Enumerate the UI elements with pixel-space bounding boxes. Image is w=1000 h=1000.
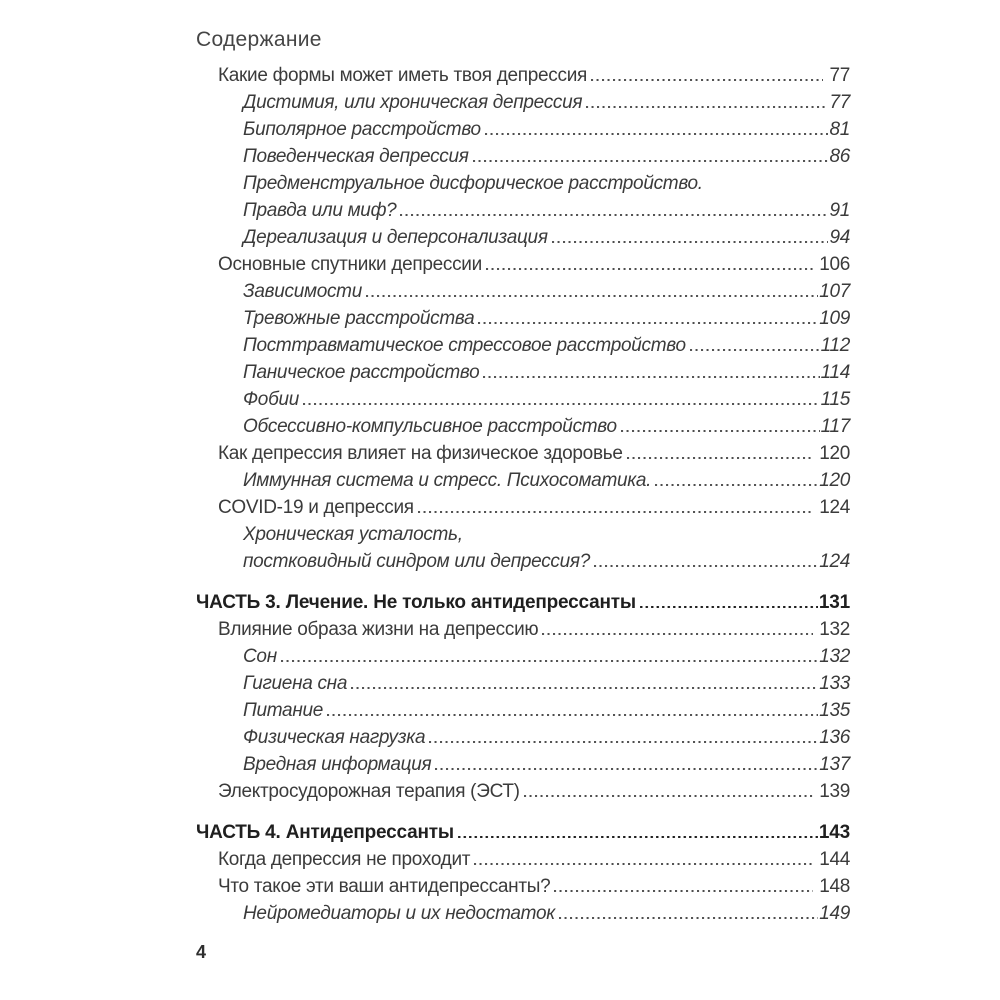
toc-entry-page: 120 bbox=[819, 470, 850, 491]
toc-entry-title: Питание bbox=[243, 700, 324, 721]
toc-entry bbox=[196, 413, 850, 440]
toc-entry-page: 106 bbox=[819, 254, 850, 275]
toc-entry-title: Вредная информация bbox=[243, 754, 432, 775]
toc-dotted-leader bbox=[552, 241, 829, 243]
toc-entry-title: Что такое эти ваши антидепрессанты? bbox=[218, 876, 551, 897]
toc-entry-page: 91 bbox=[829, 200, 850, 221]
toc-entry-title: Физическая нагрузка bbox=[243, 727, 426, 748]
toc-entry bbox=[196, 494, 850, 521]
toc-dotted-leader bbox=[655, 484, 818, 486]
toc-dotted-leader bbox=[478, 322, 818, 324]
toc-dotted-leader bbox=[474, 863, 813, 865]
toc-dotted-leader bbox=[303, 403, 820, 405]
toc-entry-title: Посттравматическое стрессовое расстройство bbox=[243, 335, 686, 356]
toc-dotted-leader bbox=[524, 795, 814, 797]
toc-dotted-leader bbox=[559, 917, 818, 919]
toc-entry-title: Паническое расстройство bbox=[243, 362, 480, 383]
toc-entry bbox=[196, 548, 850, 575]
toc-entry-page: 112 bbox=[820, 335, 850, 356]
toc-entry-title: Дереализация и деперсонализация bbox=[243, 227, 548, 248]
toc-entry-page: 86 bbox=[829, 146, 850, 167]
toc-entry bbox=[196, 278, 850, 305]
toc-entry bbox=[196, 251, 850, 278]
toc-dotted-leader bbox=[366, 295, 818, 297]
toc-entry-page: 133 bbox=[819, 673, 850, 694]
toc-dotted-leader bbox=[473, 160, 829, 162]
toc-entry-title: Электросудорожная терапия (ЭСТ) bbox=[218, 781, 520, 802]
toc-dotted-leader bbox=[418, 511, 813, 513]
toc-entry bbox=[196, 819, 850, 846]
toc-entry-title: Иммунная система и стресс. Психосоматика. bbox=[243, 470, 652, 491]
toc-entry bbox=[196, 697, 850, 724]
toc-entry bbox=[196, 778, 850, 805]
toc-entry-page: 143 bbox=[818, 822, 850, 843]
toc-entry-title: Гигиена сна bbox=[243, 673, 348, 694]
page-number-footer: 4 bbox=[196, 942, 207, 962]
toc-entry bbox=[196, 197, 850, 224]
toc-entry-page: 136 bbox=[819, 727, 850, 748]
toc-entry-title: Предменструальное дисфорическое расстройство. bbox=[243, 173, 703, 194]
toc-entry-title: Дистимия, или хроническая депрессия bbox=[243, 92, 583, 113]
toc-entry-page: 149 bbox=[819, 903, 850, 924]
toc-entry bbox=[196, 724, 850, 751]
toc-entry bbox=[196, 873, 850, 900]
toc-entry bbox=[196, 440, 850, 467]
toc-list bbox=[196, 62, 850, 927]
toc-entry-title: Хроническая усталость, bbox=[243, 524, 463, 545]
toc-entry bbox=[196, 62, 850, 89]
toc-entry-page: 124 bbox=[819, 497, 850, 518]
toc-dotted-leader bbox=[327, 714, 818, 716]
toc-entry-page: 77 bbox=[829, 65, 850, 86]
toc-entry bbox=[196, 224, 850, 251]
toc-entry bbox=[196, 589, 850, 616]
toc-dotted-leader bbox=[690, 349, 820, 351]
toc-entry bbox=[196, 332, 850, 359]
toc-entry-page: 115 bbox=[820, 389, 850, 410]
toc-entry bbox=[196, 359, 850, 386]
toc-entry-page: 109 bbox=[819, 308, 850, 329]
toc-entry-title: ЧАСТЬ 4. Антидепрессанты bbox=[196, 822, 454, 843]
toc-entry bbox=[196, 170, 850, 197]
toc-entry-page: 77 bbox=[829, 92, 850, 113]
toc-entry-page: 135 bbox=[819, 700, 850, 721]
toc-dotted-leader bbox=[400, 214, 828, 216]
toc-entry-page: 132 bbox=[819, 646, 850, 667]
toc-dotted-leader bbox=[640, 606, 818, 609]
toc-entry bbox=[196, 643, 850, 670]
toc-entry-page: 81 bbox=[829, 119, 850, 140]
toc-entry bbox=[196, 900, 850, 927]
toc-entry bbox=[196, 386, 850, 413]
toc-dotted-leader bbox=[554, 890, 813, 892]
toc-entry-title: Обсессивно-компульсивное расстройство bbox=[243, 416, 617, 437]
toc-entry-title: Биполярное расстройство bbox=[243, 119, 481, 140]
toc-entry-title: Правда или миф? bbox=[243, 200, 397, 221]
toc-entry bbox=[196, 143, 850, 170]
toc-entry-page: 107 bbox=[819, 281, 850, 302]
toc-dotted-leader bbox=[586, 106, 828, 108]
toc-dotted-leader bbox=[435, 768, 818, 770]
toc-dotted-leader bbox=[542, 633, 813, 635]
toc-dotted-leader bbox=[594, 565, 818, 567]
toc-dotted-leader bbox=[281, 660, 818, 662]
running-header: Содержание bbox=[196, 28, 322, 51]
toc-entry-page: 144 bbox=[819, 849, 850, 870]
toc-entry bbox=[196, 116, 850, 143]
toc-entry-page: 124 bbox=[819, 551, 850, 572]
toc-entry bbox=[196, 670, 850, 697]
toc-dotted-leader bbox=[621, 430, 820, 432]
toc-entry-page: 132 bbox=[819, 619, 850, 640]
toc-entry-page: 139 bbox=[819, 781, 850, 802]
toc-entry bbox=[196, 467, 850, 494]
toc-entry-title: постковидный синдром или депрессия? bbox=[243, 551, 590, 572]
toc-entry-page: 137 bbox=[819, 754, 850, 775]
toc-entry bbox=[196, 846, 850, 873]
toc-entry-page: 117 bbox=[820, 416, 850, 437]
toc-entry-title: Когда депрессия не проходит bbox=[218, 849, 471, 870]
toc-entry-title: Зависимости bbox=[243, 281, 362, 302]
toc-entry bbox=[196, 89, 850, 116]
toc-entry-title: Основные спутники депрессии bbox=[218, 254, 482, 275]
toc-entry bbox=[196, 616, 850, 643]
toc-dotted-leader bbox=[483, 376, 819, 378]
toc-entry-title: Сон bbox=[243, 646, 277, 667]
toc-entry-title: Влияние образа жизни на депрессию bbox=[218, 619, 539, 640]
toc-entry-title: Фобии bbox=[243, 389, 299, 410]
toc-entry-title: Поведенческая депрессия bbox=[243, 146, 469, 167]
toc-entry-page: 120 bbox=[819, 443, 850, 464]
toc-entry-title: Как депрессия влияет на физическое здоровье bbox=[218, 443, 623, 464]
toc-dotted-leader bbox=[591, 79, 823, 81]
toc-dotted-leader bbox=[486, 268, 813, 270]
toc-entry-title: Нейромедиаторы и их недостаток bbox=[243, 903, 555, 924]
toc-entry-page: 131 bbox=[818, 592, 850, 613]
toc-dotted-leader bbox=[351, 687, 818, 689]
toc-entry bbox=[196, 751, 850, 778]
toc-entry bbox=[196, 521, 850, 548]
toc-entry-page: 94 bbox=[829, 227, 850, 248]
toc-dotted-leader bbox=[429, 741, 818, 743]
toc-entry-page: 114 bbox=[820, 362, 850, 383]
toc-dotted-leader bbox=[458, 836, 818, 839]
toc-dotted-leader bbox=[485, 133, 829, 135]
toc-entry-title: ЧАСТЬ 3. Лечение. Не только антидепрессанты bbox=[196, 592, 636, 613]
toc-entry bbox=[196, 305, 850, 332]
toc-entry-title: Какие формы может иметь твоя депрессия bbox=[218, 65, 587, 86]
toc-entry-title: COVID-19 и депрессия bbox=[218, 497, 414, 518]
toc-entry-page: 148 bbox=[819, 876, 850, 897]
toc-dotted-leader bbox=[627, 457, 814, 459]
toc-entry-title: Тревожные расстройства bbox=[243, 308, 475, 329]
